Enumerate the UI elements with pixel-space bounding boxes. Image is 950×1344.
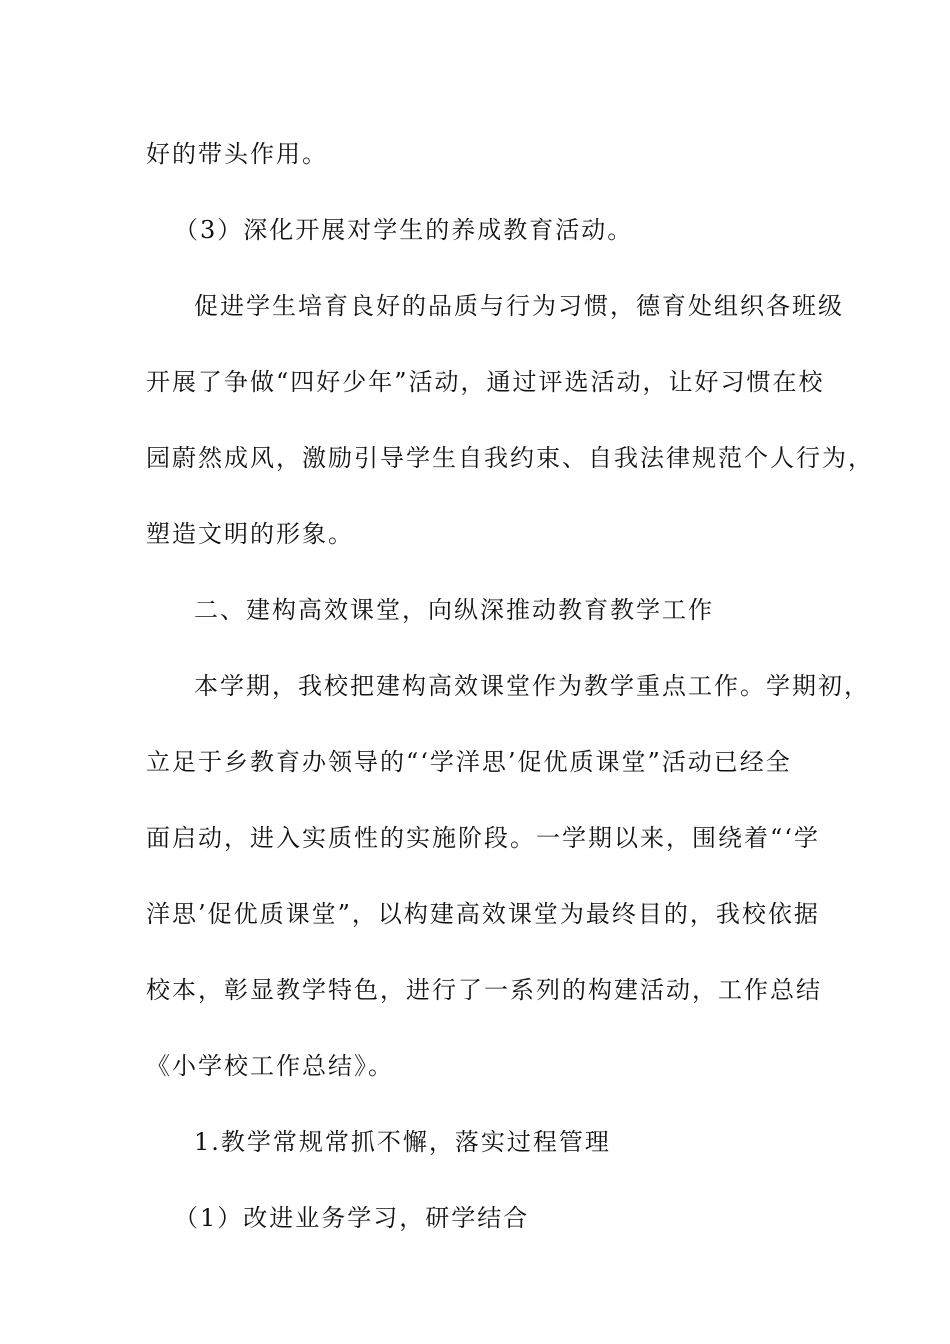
paragraph-line: 促进学生培育良好的品质与行为习惯，德育处组织各班级 xyxy=(194,292,844,320)
paragraph-line: 好的带头作用。 xyxy=(146,140,328,168)
paragraph-line: 园蔚然成风，激励引导学生自我约束、自我法律规范个人行为， xyxy=(146,444,874,472)
paragraph-line: 塑造文明的形象。 xyxy=(146,520,354,548)
paragraph-line: 立足于乡教育办领导的“‘学洋思’促优质课堂”活动已经全 xyxy=(146,748,792,776)
paragraph-line: 面启动，进入实质性的实施阶段。一学期以来，围绕着“‘学 xyxy=(146,824,820,852)
section-heading: 1.教学常规常抓不懈，落实过程管理 xyxy=(194,1128,611,1156)
section-heading: （3）深化开展对学生的养成教育活动。 xyxy=(174,216,634,244)
paragraph-line: 本学期，我校把建构高效课堂作为教学重点工作。学期初， xyxy=(194,672,870,700)
section-heading: （1）改进业务学习，研学结合 xyxy=(174,1204,530,1232)
section-heading: 二、建构高效课堂，向纵深推动教育教学工作 xyxy=(194,596,714,624)
paragraph-line: 《小学校工作总结》。 xyxy=(146,1052,394,1080)
paragraph-line: 洋思’促优质课堂”，以构建高效课堂为最终目的，我校依据 xyxy=(146,900,820,928)
paragraph-line: 校本，彰显教学特色，进行了一系列的构建活动，工作总结 xyxy=(146,976,822,1004)
paragraph-line: 开展了争做“四好少年”活动，通过评选活动，让好习惯在校 xyxy=(146,368,825,396)
